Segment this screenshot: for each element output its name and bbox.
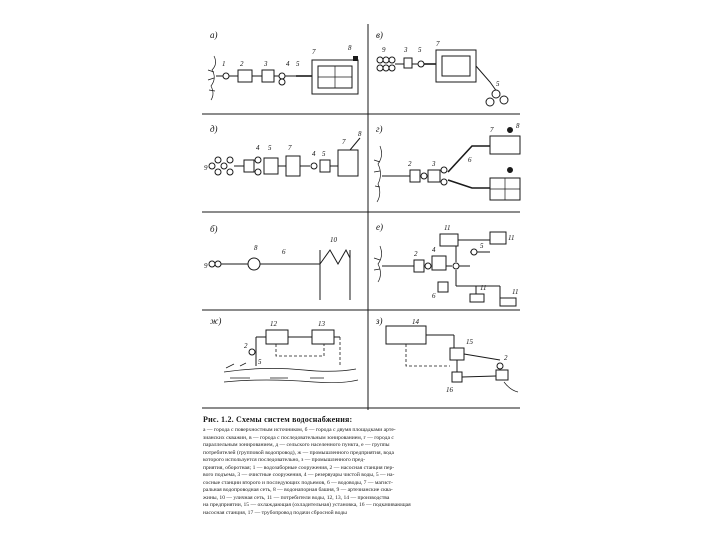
caption-line: приятия, оборотная; 1 — водозаборные сооружения, 2 — насосная станция пер- [203,464,395,471]
panel-a-label: а) [210,30,218,40]
svg-text:2: 2 [408,160,412,168]
svg-text:8: 8 [254,244,258,252]
caption-line: сосные станции второго и последующих подъемов, 6 — водоводы, 7 — магист- [203,479,393,486]
caption-line: зианских скважин, в — города с последовательным зонированием, г — города с [203,434,394,441]
svg-text:13: 13 [318,320,325,328]
svg-text:3: 3 [404,46,408,54]
svg-text:15: 15 [466,338,473,346]
panel-d-label: г) [376,124,383,134]
svg-text:11: 11 [480,284,487,292]
svg-text:7: 7 [342,138,346,146]
panel-c [204,124,362,176]
caption-line: на предприятии, 15 — охлаждающая (охладительная) установка, 16 — подкачивающая [203,502,411,509]
caption-title: Рис. 1.2. Схемы систем водоснабжения: [203,415,353,424]
panel-b [376,30,508,106]
svg-text:2: 2 [240,60,244,68]
svg-text:5: 5 [480,242,484,250]
svg-text:5: 5 [258,358,262,366]
svg-text:9: 9 [382,46,386,54]
svg-text:9: 9 [204,262,208,270]
svg-text:7: 7 [312,48,316,56]
svg-text:2: 2 [244,342,248,350]
svg-text:5: 5 [296,60,300,68]
panel-f [374,222,518,306]
water-tower-icon [507,127,513,133]
panel-d [374,122,520,202]
caption-line: насосная станция, 17 — трубопровод подачи сбросной воды [203,510,347,517]
caption-line: параллельным зонированием, д — сельского населенного пункта, е — группы [203,442,390,449]
svg-text:5: 5 [496,80,500,88]
panel-g [210,316,358,383]
svg-text:16: 16 [446,386,453,394]
svg-text:11: 11 [444,224,451,232]
panel-f-label: е) [376,222,383,232]
svg-text:9: 9 [204,164,208,172]
svg-text:6: 6 [468,156,472,164]
panel-c-label: д) [210,124,218,134]
svg-text:11: 11 [512,288,519,296]
svg-text:7: 7 [288,144,292,152]
svg-text:7: 7 [436,40,440,48]
panel-h [375,316,518,394]
panel-e-label: б) [210,224,218,234]
svg-text:1: 1 [222,60,226,68]
water-supply-schemes-figure [200,20,522,410]
figure-caption [203,415,525,518]
svg-text:2: 2 [504,354,508,362]
caption-line: жины, 10 — уличная сеть, 11 — потребители воды, 12, 13, 14 — производства [203,494,390,501]
water-tower-icon [507,167,513,173]
svg-text:3: 3 [264,60,268,68]
caption-legend [203,427,525,518]
treatment-box [238,70,252,82]
caption-line: ральная водопроводная сеть, 8 — водонапорная башня, 9 — артезианские сква- [203,487,393,494]
svg-text:5: 5 [322,150,326,158]
caption-line: потребителей (групповой водопровод), ж — промышленного предприятия, вода [203,449,394,456]
svg-text:12: 12 [270,320,277,328]
svg-text:8: 8 [516,122,520,130]
svg-text:4: 4 [312,150,316,158]
svg-text:5: 5 [418,46,422,54]
svg-text:8: 8 [348,44,352,52]
svg-text:2: 2 [414,250,418,258]
svg-text:6: 6 [432,292,436,300]
panel-e [204,224,350,300]
svg-text:10: 10 [330,236,337,244]
panel-g-label: ж) [210,316,222,326]
svg-text:3: 3 [432,160,436,168]
svg-text:6: 6 [282,248,286,256]
panel-b-label: в) [376,30,383,40]
caption-line: а — города с поверхностным источником, б — города с двумя площадками арте- [203,427,396,433]
caption-line: которого используется последовательно, з — промышленного пред- [203,457,366,464]
svg-text:7: 7 [490,126,494,134]
svg-text:5: 5 [268,144,272,152]
svg-text:8: 8 [358,130,362,138]
svg-text:4: 4 [432,246,436,254]
svg-text:14: 14 [412,318,419,326]
panel-a [208,30,358,100]
panel-h-label: з) [376,316,383,326]
svg-text:4: 4 [256,144,260,152]
svg-text:11: 11 [508,234,515,242]
water-tower-icon [353,56,358,61]
svg-text:4: 4 [286,60,290,68]
caption-line: вого подъема, 3 — очистные сооружения, 4 — резервуары чистой воды, 5 — на- [203,472,395,479]
